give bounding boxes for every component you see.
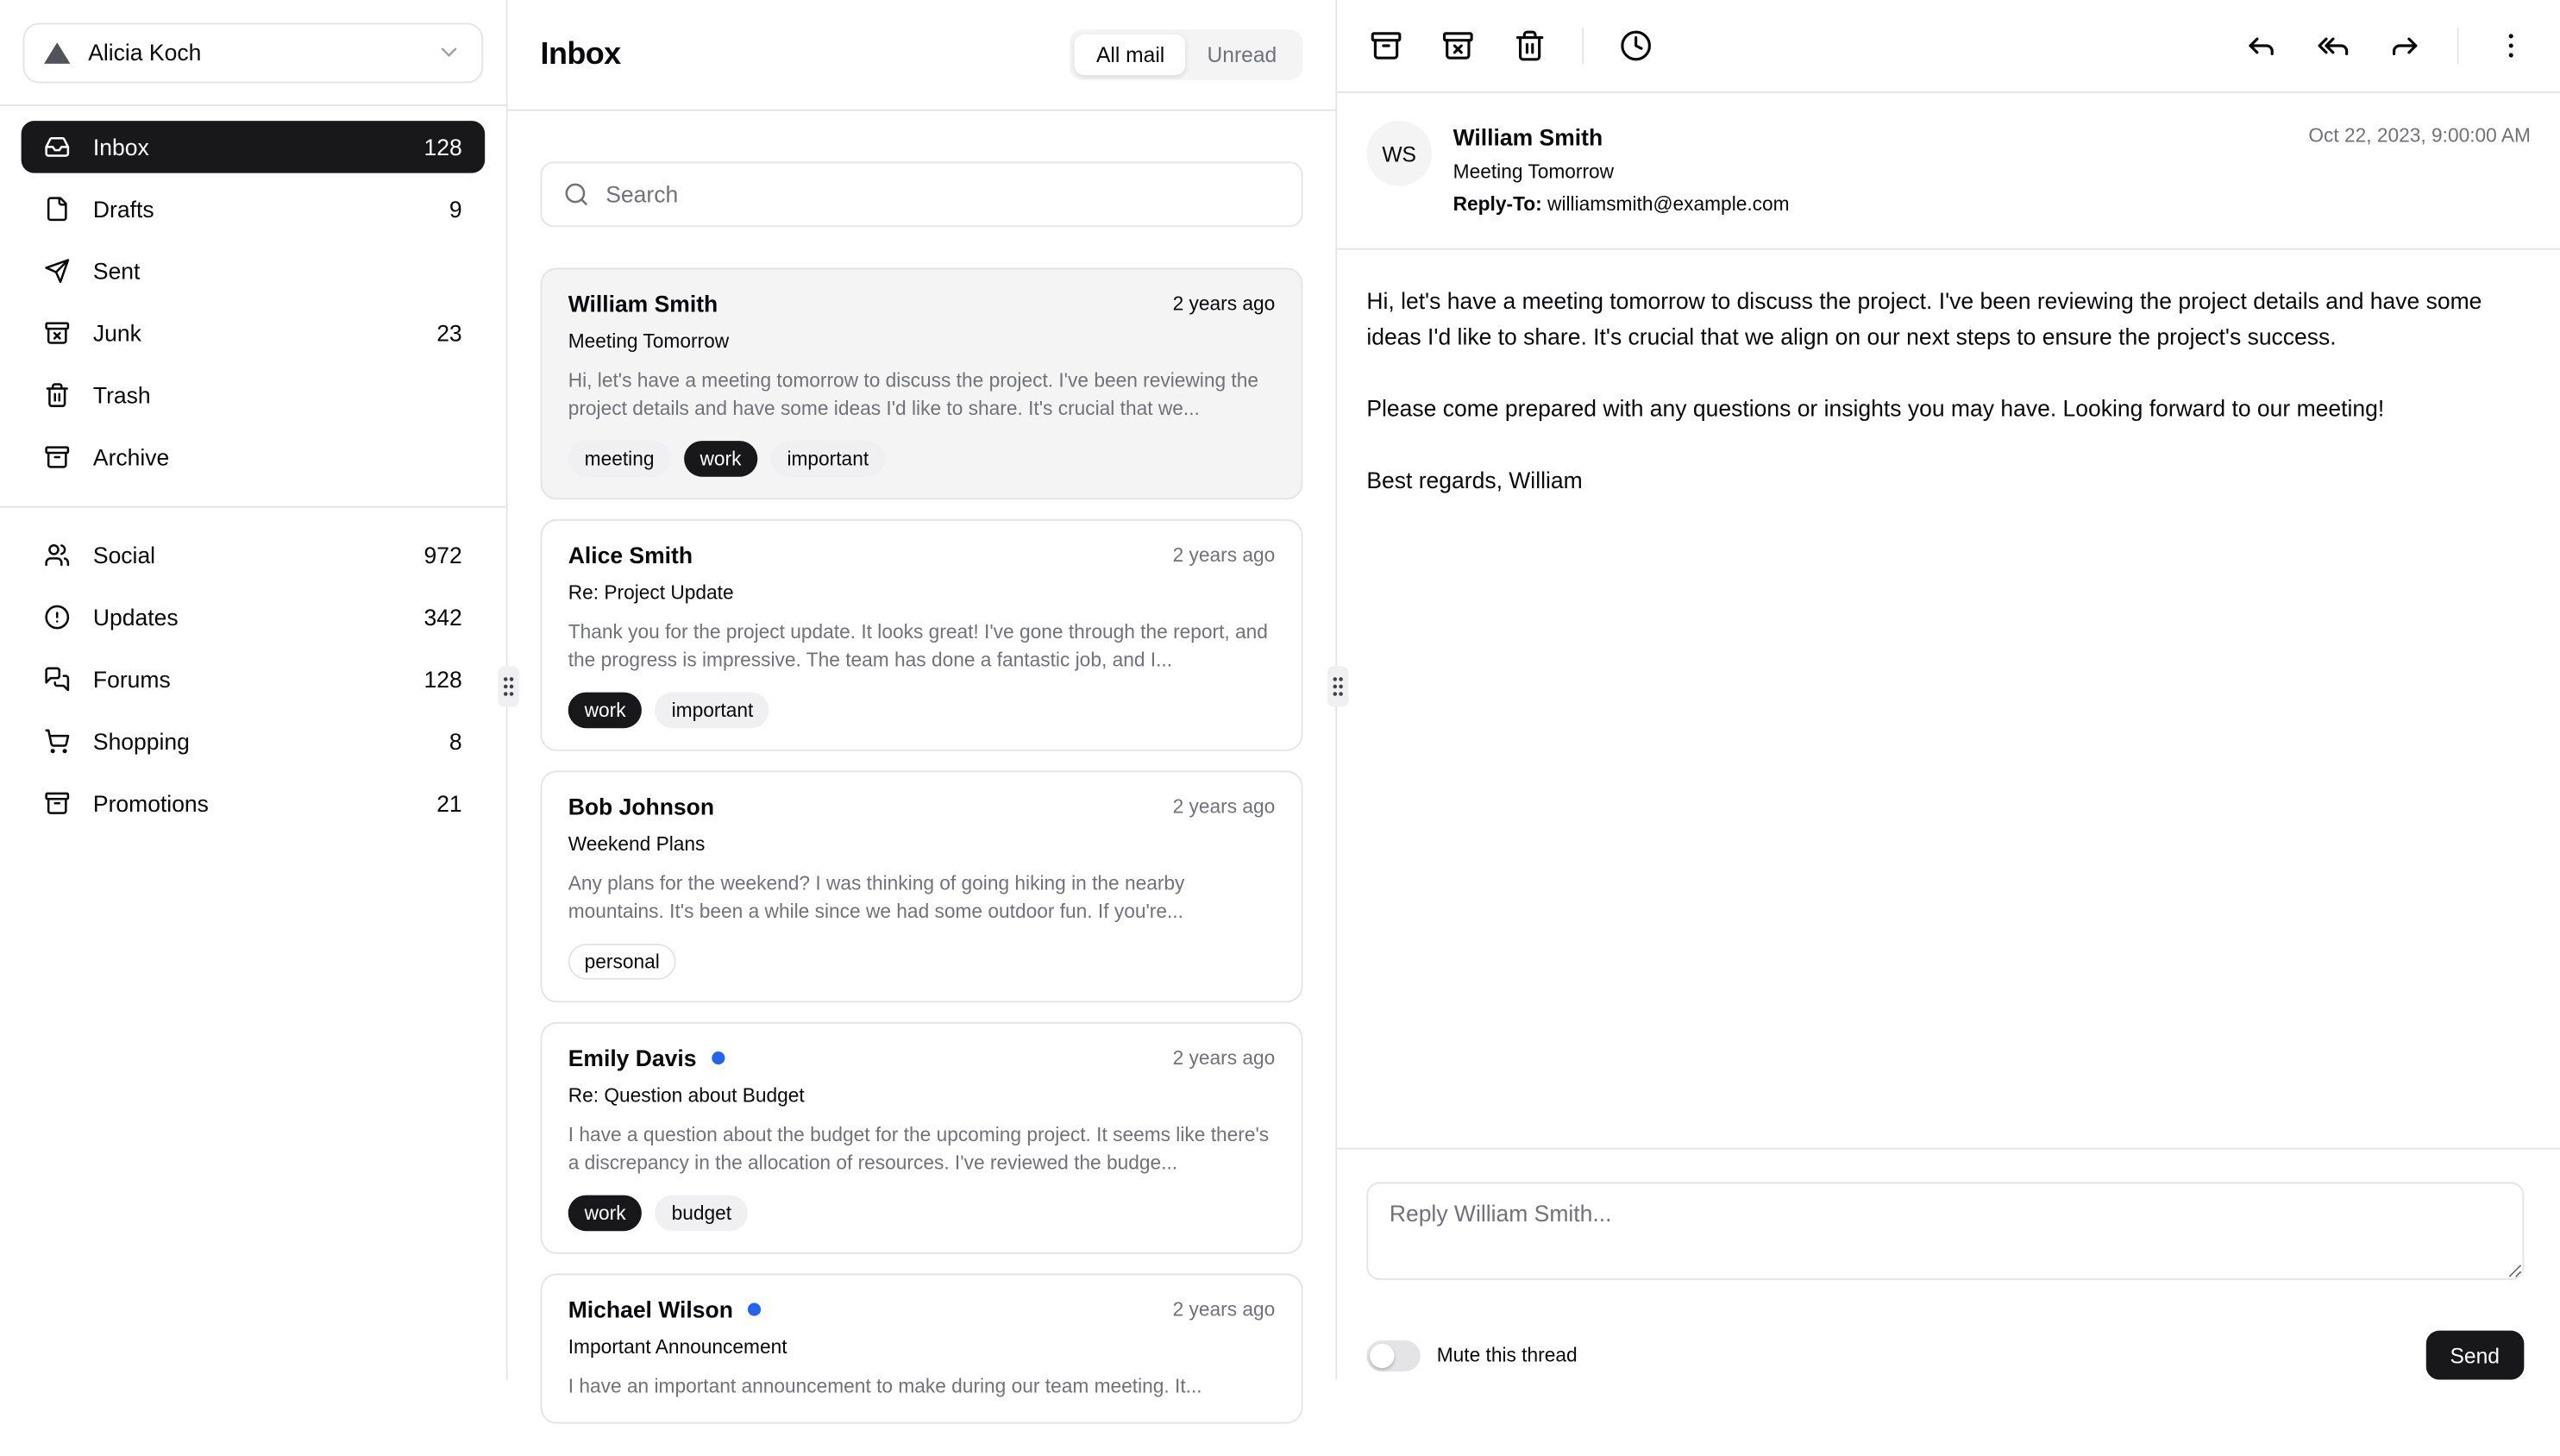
sidebar-item-social[interactable]: [22, 529, 486, 581]
email-reply-to: [1453, 192, 1790, 216]
sidebar-item-count: 9: [449, 196, 462, 223]
inbox-icon: [44, 134, 70, 160]
reply-to-label: Reply-To:: [1453, 192, 1542, 216]
reply-area: [1337, 1148, 2560, 1380]
archive-x-icon: [1441, 29, 1474, 62]
tab-unread[interactable]: Unread: [1207, 42, 1277, 67]
mail-subject: Meeting Tomorrow: [568, 329, 730, 353]
send-button[interactable]: Send: [2425, 1331, 2524, 1380]
search-input[interactable]: [605, 181, 1280, 207]
trash-icon: [1514, 29, 1547, 62]
sidebar-item-label: Promotions: [92, 790, 209, 817]
label-badge-important[interactable]: important: [656, 693, 770, 729]
toolbar-right-group: [2232, 16, 2541, 75]
detail-toolbar: [1337, 0, 2560, 93]
email-date: Oct 22, 2023, 9:00:00 AM: [2308, 123, 2531, 147]
email-body-paragraph: Please come prepared with any questions or insights you may have. Looking forward to our meeting!: [1366, 395, 2385, 422]
toolbar-separator: [1582, 28, 1584, 64]
mail-list-item[interactable]: [541, 770, 1303, 1002]
account-logo-icon: [44, 41, 70, 63]
sidebar-item-label: Drafts: [92, 196, 154, 223]
sidebar-item-sent[interactable]: [22, 245, 486, 298]
sidebar-item-promotions[interactable]: [22, 777, 486, 830]
sidebar-item-label: Forums: [92, 666, 171, 693]
email-header-meta: [1453, 121, 1790, 216]
mail-list-header: [508, 0, 1336, 111]
sender-name: Emily Davis: [568, 1045, 697, 1071]
clock-icon: [1620, 29, 1653, 62]
label-badge-budget[interactable]: budget: [656, 1196, 748, 1232]
sidebar-item-label: Trash: [92, 381, 151, 409]
users-icon: [44, 542, 70, 568]
forward-icon: [2388, 29, 2421, 62]
sidebar-item-count: 8: [449, 728, 462, 755]
unread-dot: [712, 1051, 725, 1064]
email-body-paragraph: Hi, let's have a meeting tomorrow to discuss the project. I've been reviewing the project details and have some ideas I'd like to share. It's crucial that we align on our next steps to ensure the project's success.: [1366, 287, 2482, 350]
label-badge-personal[interactable]: personal: [568, 944, 676, 980]
chevron-down-icon: [436, 39, 461, 65]
sidebar-item-count: 128: [424, 134, 462, 160]
mail-list-item[interactable]: [541, 519, 1303, 751]
more-vertical-button[interactable]: [2482, 16, 2540, 75]
label-badge-meeting[interactable]: meeting: [568, 441, 671, 477]
mail-detail-pane: [1337, 0, 2560, 1380]
mail-filter-tabs: [1070, 29, 1303, 80]
reply-to-address: williamsmith@example.com: [1547, 192, 1790, 216]
sender-name: William Smith: [568, 290, 718, 317]
reply-all-icon: [2317, 29, 2350, 62]
archive-x-icon: [44, 320, 70, 346]
mail-subject: Re: Project Update: [568, 581, 734, 605]
toolbar-separator: [2457, 28, 2459, 64]
sidebar-item-trash[interactable]: [22, 369, 486, 422]
mail-subject: Important Announcement: [568, 1335, 787, 1359]
search-box[interactable]: [541, 161, 1303, 227]
mail-snippet: Any plans for the weekend? I was thinking of going hiking in the nearby mountains. It's been a while since we had some outdoor fun. If you're...: [568, 871, 1185, 923]
email-header: [1337, 93, 2560, 250]
trash-button[interactable]: [1501, 16, 1559, 75]
sidebar-nav-secondary: [0, 508, 506, 852]
cart-icon: [44, 728, 70, 754]
page-title: Inbox: [540, 36, 621, 72]
sidebar-item-count: 21: [436, 790, 462, 817]
label-badge-work[interactable]: work: [684, 441, 758, 477]
list-resize-handle[interactable]: [1327, 666, 1349, 706]
mail-list-item[interactable]: [541, 1273, 1303, 1423]
tab-all-mail[interactable]: All mail: [1075, 35, 1186, 75]
mail-list-pane: [508, 0, 1338, 1398]
label-badge-work[interactable]: work: [568, 1196, 643, 1232]
mute-thread-toggle[interactable]: [1366, 1340, 1420, 1371]
search-icon: [563, 181, 589, 207]
reply-button[interactable]: [2232, 16, 2291, 75]
label-badge-work[interactable]: work: [568, 693, 643, 729]
mail-snippet: I have an important announcement to make during our team meeting. It...: [568, 1374, 1202, 1398]
sidebar-item-archive[interactable]: [22, 431, 486, 484]
label-badge-important[interactable]: important: [771, 441, 886, 477]
sender-name: Bob Johnson: [568, 793, 715, 820]
sidebar: [0, 0, 508, 1380]
account-name: Alicia Koch: [88, 39, 202, 66]
email-body-paragraph: Best regards, William: [1366, 467, 1583, 493]
file-icon: [44, 196, 70, 222]
messages-icon: [44, 666, 70, 692]
sender-name: Alice Smith: [568, 542, 693, 568]
toolbar-left-group: [1357, 16, 1666, 75]
sidebar-item-label: Junk: [92, 320, 141, 347]
email-sender-name: William Smith: [1453, 123, 1603, 151]
sidebar-item-label: Inbox: [92, 134, 149, 160]
archive-x-button[interactable]: [1428, 16, 1487, 75]
mail-list-item[interactable]: [541, 1022, 1303, 1254]
alert-circle-icon: [44, 604, 70, 630]
reply-textarea[interactable]: [1366, 1183, 2524, 1281]
trash-icon: [44, 382, 70, 408]
mail-list-item[interactable]: [541, 267, 1303, 499]
sidebar-item-junk[interactable]: [22, 307, 486, 360]
toggle-thumb: [1370, 1344, 1394, 1368]
sidebar-item-forums[interactable]: [22, 653, 486, 706]
mail-labels: [568, 441, 1276, 477]
forward-button[interactable]: [2375, 16, 2434, 75]
unread-dot: [748, 1303, 761, 1316]
send-icon: [44, 258, 70, 284]
sidebar-item-label: Updates: [92, 604, 179, 631]
mail-time: 2 years ago: [1172, 543, 1276, 567]
reply-icon: [2245, 29, 2278, 62]
sidebar-item-label: Archive: [92, 443, 170, 471]
mail-snippet: Hi, let's have a meeting tomorrow to discuss the project. I've been reviewing the project details and have some ideas I'd like to share. It's crucial that we...: [568, 368, 1259, 420]
sidebar-item-label: Social: [92, 542, 156, 568]
mail-time: 2 years ago: [1172, 1046, 1276, 1070]
mail-snippet: Thank you for the project update. It looks great! I've gone through the report, and the progress is impressive. The team has done a fantastic job, and I...: [568, 620, 1268, 671]
reply-all-button[interactable]: [2304, 16, 2362, 75]
sidebar-item-drafts[interactable]: [22, 183, 486, 235]
avatar: WS: [1366, 121, 1432, 186]
mail-labels: [568, 693, 1276, 729]
sidebar-item-count: 972: [424, 542, 462, 568]
sidebar-resize-handle[interactable]: [498, 666, 519, 706]
mail-list: [508, 227, 1336, 1456]
archive-icon: [1370, 29, 1402, 62]
account-switcher-row: [0, 0, 506, 106]
sender-name: Michael Wilson: [568, 1296, 733, 1323]
mute-thread-label: Mute this thread: [1436, 1344, 1578, 1368]
sidebar-item-label: Shopping: [92, 728, 190, 755]
email-body: [1337, 250, 2560, 1149]
sidebar-item-count: 342: [424, 604, 462, 631]
sidebar-item-inbox[interactable]: [22, 121, 486, 173]
sidebar-item-updates[interactable]: [22, 591, 486, 643]
sidebar-item-label: Sent: [92, 258, 141, 285]
mail-snippet: I have a question about the budget for the upcoming project. It seems like there's a discrepancy in the allocation of resources. I've reviewed the budge...: [568, 1123, 1270, 1174]
sidebar-item-shopping[interactable]: [22, 715, 486, 768]
archive-button[interactable]: [1357, 16, 1415, 75]
archive-icon: [44, 790, 70, 816]
sidebar-item-count: 128: [424, 666, 462, 693]
email-subject: Meeting Tomorrow: [1453, 160, 1615, 184]
sidebar-item-count: 23: [436, 320, 462, 347]
archive-icon: [44, 444, 70, 470]
mail-labels: [568, 1196, 1276, 1232]
search-area: [508, 111, 1336, 227]
mail-labels: [568, 944, 1276, 980]
mail-subject: Weekend Plans: [568, 832, 706, 856]
mail-time: 2 years ago: [1172, 1297, 1276, 1321]
reply-actions-row: [1366, 1331, 2524, 1380]
mail-subject: Re: Question about Budget: [568, 1083, 805, 1108]
clock-button[interactable]: [1607, 16, 1666, 75]
account-switcher[interactable]: [23, 22, 484, 83]
mail-time: 2 years ago: [1172, 292, 1276, 316]
more-vertical-icon: [2494, 29, 2527, 62]
mail-time: 2 years ago: [1172, 794, 1276, 819]
sidebar-nav-primary: [0, 106, 506, 506]
